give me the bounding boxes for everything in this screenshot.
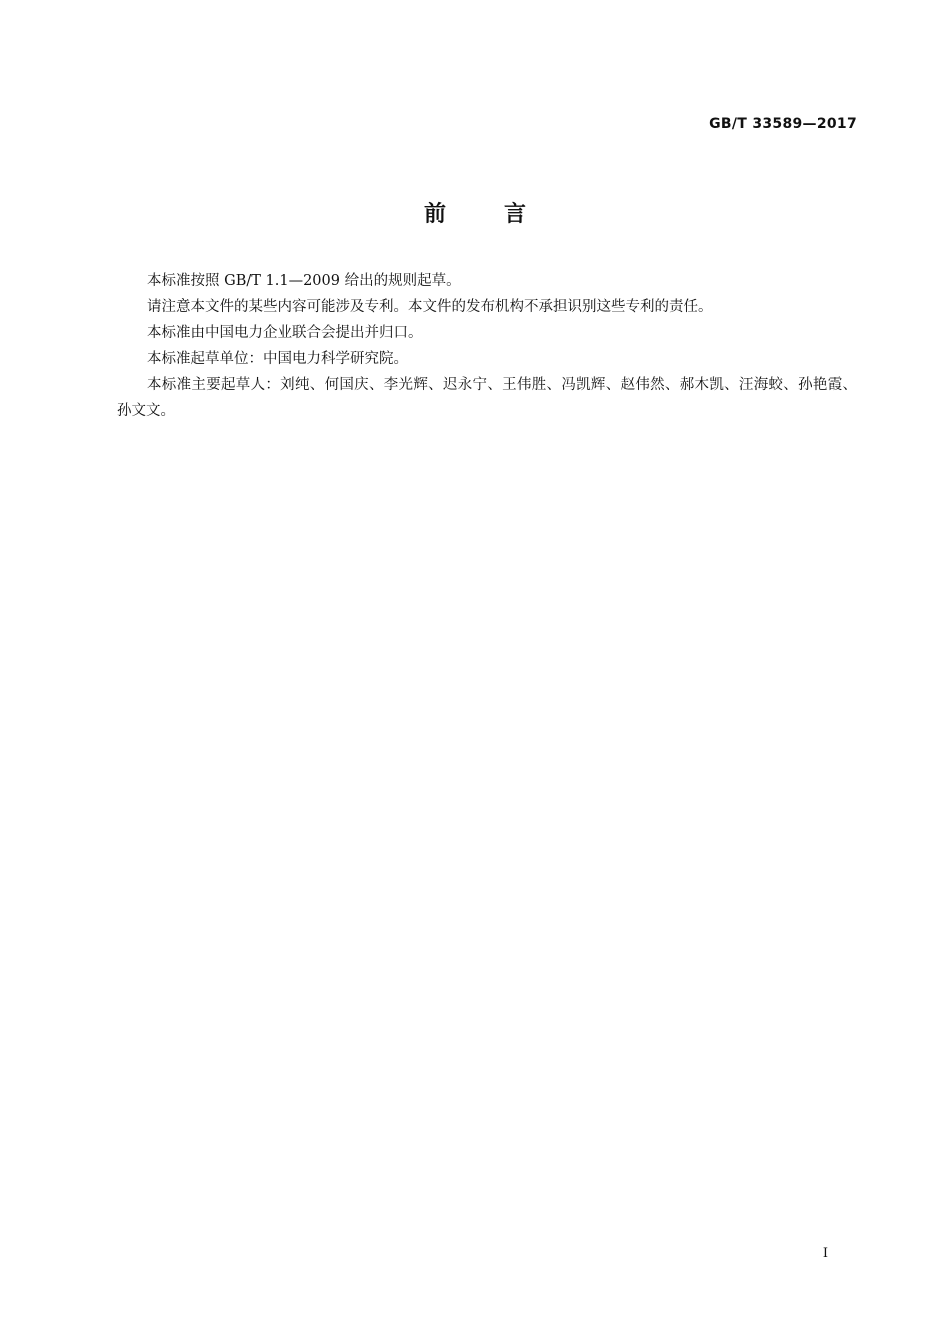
- paragraph-drafters: 本标准主要起草人：刘纯、何国庆、李光辉、迟永宁、王伟胜、冯凯辉、赵伟然、郝木凯、汪海蛟、孙艳霞、孙文文。: [117, 377, 857, 419]
- paragraph-drafting-unit: 本标准起草单位：中国电力科学研究院。: [147, 351, 408, 367]
- page-number: I: [822, 1246, 828, 1261]
- paragraph-proposer: 本标准由中国电力企业联合会提出并归口。: [147, 325, 423, 341]
- standard-code: GB/T 33589—2017: [709, 116, 857, 132]
- foreword-body: [117, 268, 857, 424]
- paragraph-drafting-rules: 本标准按照 GB/T 1.1—2009 给出的规则起草。: [147, 273, 461, 289]
- page-title: 前言: [423, 202, 584, 227]
- paragraph-patent-notice: 请注意本文件的某些内容可能涉及专利。本文件的发布机构不承担识别这些专利的责任。: [147, 299, 713, 315]
